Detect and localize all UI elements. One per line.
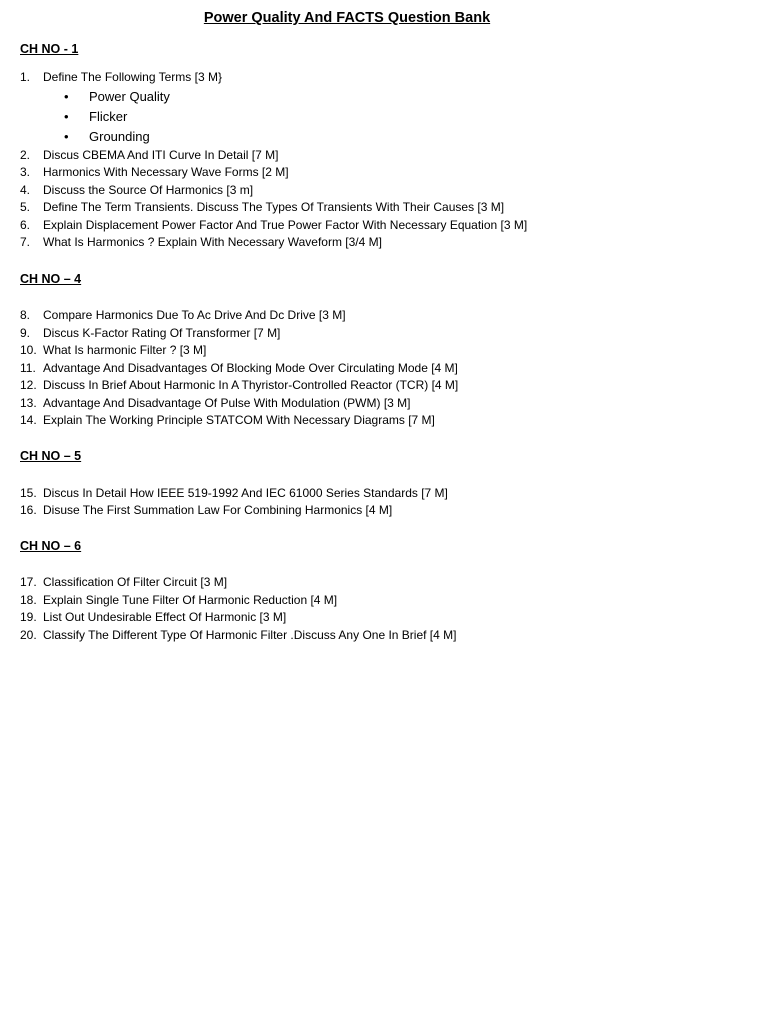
question-number: 1.: [20, 70, 31, 84]
question-8: [20, 307, 346, 323]
question-number: 12.: [20, 378, 37, 392]
question-1: [20, 69, 222, 85]
question-number: 16.: [20, 503, 37, 517]
bullet-icon: •: [64, 129, 69, 144]
question-text: Explain The Working Principle STATCOM With Necessary Diagrams [7 M]: [43, 413, 435, 427]
question-number: 13.: [20, 396, 37, 410]
bullet-icon: •: [64, 109, 69, 124]
question-text: Classification Of Filter Circuit [3 M]: [43, 575, 228, 589]
question-20: [20, 627, 456, 643]
question-text: What Is Harmonics ? Explain With Necessary Waveform [3/4 M]: [43, 235, 382, 249]
subitem-text: Flicker: [89, 109, 128, 124]
question-6: [20, 217, 527, 233]
question-17: [20, 574, 227, 590]
question-text: Define The Following Terms [3 M}: [43, 70, 222, 84]
question-number: 19.: [20, 610, 37, 624]
subitem-power-quality: [64, 88, 170, 106]
question-text: Explain Displacement Power Factor And True Power Factor With Necessary Equation [3 M]: [43, 218, 528, 232]
question-text: Discus In Detail How IEEE 519-1992 And IEC 61000 Series Standards [7 M]: [43, 486, 448, 500]
question-number: 3.: [20, 165, 31, 179]
question-text: Advantage And Disadvantage Of Pulse With Modulation (PWM) [3 M]: [43, 396, 411, 410]
question-7: [20, 234, 382, 250]
chapter-heading-4: CH NO – 4: [20, 272, 82, 286]
question-text: Discus K-Factor Rating Of Transformer [7 M]: [43, 326, 281, 340]
bullet-icon: •: [64, 89, 69, 104]
question-13: [20, 395, 411, 411]
question-2: [20, 147, 278, 163]
question-15: [20, 485, 448, 501]
subitem-flicker: [64, 108, 127, 126]
question-19: [20, 609, 286, 625]
question-18: [20, 592, 337, 608]
question-number: 4.: [20, 183, 31, 197]
question-16: [20, 502, 392, 518]
question-number: 2.: [20, 148, 31, 162]
subitem-text: Grounding: [89, 129, 150, 144]
question-number: 5.: [20, 200, 31, 214]
question-10: [20, 342, 206, 358]
question-text: Harmonics With Necessary Wave Forms [2 M]: [43, 165, 289, 179]
question-text: Disuse The First Summation Law For Combining Harmonics [4 M]: [43, 503, 393, 517]
question-text: Explain Single Tune Filter Of Harmonic Reduction [4 M]: [43, 593, 338, 607]
question-number: 9.: [20, 326, 31, 340]
chapter-heading-5: CH NO – 5: [20, 449, 82, 463]
question-text: List Out Undesirable Effect Of Harmonic [3 M]: [43, 610, 287, 624]
question-number: 10.: [20, 343, 37, 357]
question-number: 15.: [20, 486, 37, 500]
question-text: Discuss In Brief About Harmonic In A Thyristor-Controlled Reactor (TCR) [4 M]: [43, 378, 459, 392]
question-9: [20, 325, 280, 341]
document-title: Power Quality And FACTS Question Bank: [203, 10, 491, 26]
question-text: Advantage And Disadvantages Of Blocking Mode Over Circulating Mode [4 M]: [43, 361, 458, 375]
question-number: 11.: [20, 361, 36, 375]
question-text: Compare Harmonics Due To Ac Drive And Dc Drive [3 M]: [43, 308, 346, 322]
question-text: Discuss the Source Of Harmonics [3 m]: [43, 183, 254, 197]
chapter-heading-1: CH NO - 1: [20, 42, 79, 56]
question-text: What Is harmonic Filter ? [3 M]: [43, 343, 207, 357]
question-number: 14.: [20, 413, 37, 427]
question-text: Discus CBEMA And ITI Curve In Detail [7 M]: [43, 148, 279, 162]
question-number: 6.: [20, 218, 31, 232]
question-3: [20, 164, 289, 180]
question-11: [20, 360, 458, 376]
subitem-text: Power Quality: [89, 89, 170, 104]
question-5: [20, 199, 504, 215]
question-number: 17.: [20, 575, 37, 589]
question-number: 7.: [20, 235, 31, 249]
question-12: [20, 377, 458, 393]
chapter-heading-6: CH NO – 6: [20, 539, 82, 553]
question-text: Classify The Different Type Of Harmonic Filter .Discuss Any One In Brief [4 M]: [43, 628, 457, 642]
question-number: 8.: [20, 308, 31, 322]
subitem-grounding: [64, 128, 150, 146]
question-14: [20, 412, 435, 428]
question-text: Define The Term Transients. Discuss The Types Of Transients With Their Causes [3 M]: [43, 200, 505, 214]
question-number: 18.: [20, 593, 37, 607]
question-number: 20.: [20, 628, 37, 642]
question-4: [20, 182, 253, 198]
